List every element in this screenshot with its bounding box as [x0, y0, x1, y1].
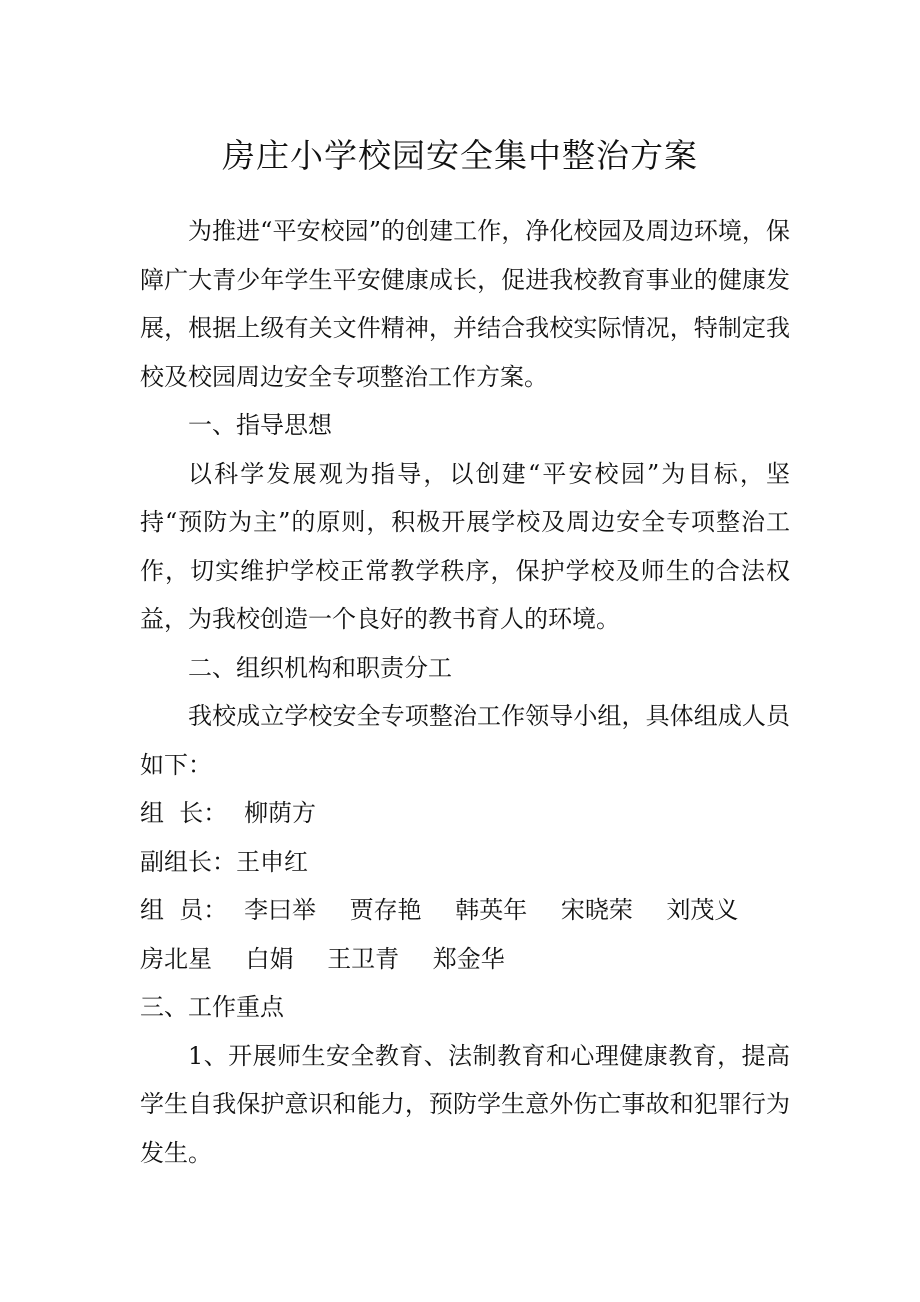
organization-paragraph: 我校成立学校安全专项整治工作领导小组，具体组成人员如下： — [140, 702, 790, 779]
section-heading-guiding-ideology: 一、指导思想 — [188, 411, 332, 439]
leader-name: 柳荫方 — [244, 799, 317, 827]
member-name: 房北星 — [140, 944, 212, 973]
deputy-line — [140, 838, 790, 887]
member-name: 郑金华 — [432, 944, 505, 973]
deputy-label: 副组长： — [140, 847, 236, 876]
member-name: 贾存艳 — [349, 896, 422, 924]
members-line — [140, 886, 790, 983]
member-name: 王卫青 — [327, 944, 400, 973]
member-name: 白娟 — [245, 944, 294, 973]
deputy-name: 王申红 — [236, 847, 308, 876]
intro-paragraph: 为推进“平安校园”的创建工作，净化校园及周边环境，保障广大青少年学生平安健康成长，促进我校教育事业的健康发展，根据上级有关文件精神，并结合我校实际情况，特制定我校及校园周边安全专项整治工作方案。 — [140, 217, 790, 391]
leader-label: 组 长： — [140, 799, 228, 827]
document-body — [140, 207, 790, 1177]
document-title: 房庄小学校园安全集中整治方案 — [222, 136, 698, 175]
member-name: 刘茂义 — [666, 896, 739, 924]
guiding-ideology-paragraph: 以科学发展观为指导，以创建“平安校园”为目标，坚持“预防为主”的原则，积极开展学校及周边安全专项整治工作，切实维护学校正常教学秩序，保护学校及师生的合法权益，为我校创造一个良好的教书育人的环境。 — [140, 459, 790, 633]
member-name: 韩英年 — [455, 896, 528, 924]
members-label: 组 员： — [140, 896, 228, 924]
member-name: 宋晓荣 — [560, 896, 633, 924]
section-heading-work-focus: 三、工作重点 — [140, 993, 284, 1021]
section-heading-organization: 二、组织机构和职责分工 — [188, 653, 452, 682]
leader-line — [140, 789, 790, 838]
member-name: 李曰举 — [244, 896, 317, 924]
work-focus-point-1: 1、开展师生安全教育、法制教育和心理健康教育，提高学生自我保护意识和能力，预防学生意外伤亡事故和犯罪行为发生。 — [140, 1041, 790, 1167]
